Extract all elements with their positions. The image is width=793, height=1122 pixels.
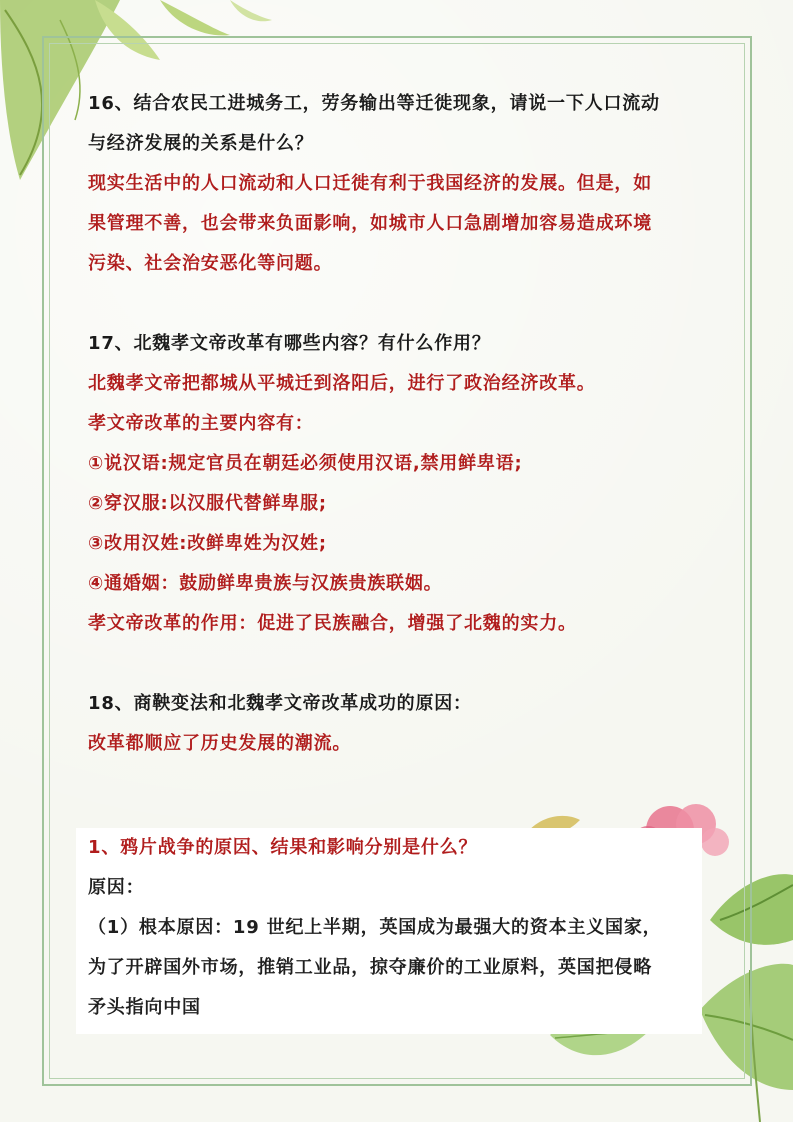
question-1-body-line-2: 为了开辟国外市场，推销工业品，掠夺廉价的工业原料，英国把侵略	[88, 957, 652, 978]
question-16-section	[88, 84, 708, 284]
answer-16-line-3: 污染、社会治安恶化等问题。	[88, 253, 333, 274]
question-17-section	[88, 324, 708, 644]
question-18: 18、商鞅变法和北魏孝文帝改革成功的原因：	[88, 693, 472, 714]
answer-17-line-5: ③改用汉姓:改鲜卑姓为汉姓;	[88, 533, 327, 554]
answer-17-line-2: 孝文帝改革的主要内容有：	[88, 413, 314, 434]
answer-17-line-6: ④通婚姻：鼓励鲜卑贵族与汉族贵族联姻。	[88, 573, 443, 594]
question-18-section	[88, 684, 708, 764]
question-16-line-1: 16、结合农民工进城务工，劳务输出等迁徙现象，请说一下人口流动	[88, 93, 660, 114]
answer-18: 改革都顺应了历史发展的潮流。	[88, 733, 352, 754]
answer-17-line-4: ②穿汉服:以汉服代替鲜卑服;	[88, 493, 327, 514]
question-1-reason-label: 原因：	[88, 877, 145, 898]
question-17: 17、北魏孝文帝改革有哪些内容？有什么作用？	[88, 333, 491, 354]
question-1: 1、鸦片战争的原因、结果和影响分别是什么？	[88, 837, 478, 858]
answer-17-line-3: ①说汉语:规定官员在朝廷必须使用汉语,禁用鲜卑语;	[88, 453, 523, 474]
question-16-line-2: 与经济发展的关系是什么？	[88, 133, 314, 154]
answer-16-line-2: 果管理不善，也会带来负面影响，如城市人口急剧增加容易造成环境	[88, 213, 652, 234]
answer-16-line-1: 现实生活中的人口流动和人口迁徙有利于我国经济的发展。但是，如	[88, 173, 652, 194]
answer-17-line-7: 孝文帝改革的作用：促进了民族融合，增强了北魏的实力。	[88, 613, 577, 634]
pasted-text-card	[76, 828, 702, 1034]
document-content	[88, 84, 708, 764]
answer-17-line-1: 北魏孝文帝把都城从平城迁到洛阳后，进行了政治经济改革。	[88, 373, 596, 394]
question-1-body-line-3: 矛头指向中国	[88, 997, 201, 1018]
question-1-body-line-1: （1）根本原因：19 世纪上半期，英国成为最强大的资本主义国家，	[88, 917, 662, 938]
